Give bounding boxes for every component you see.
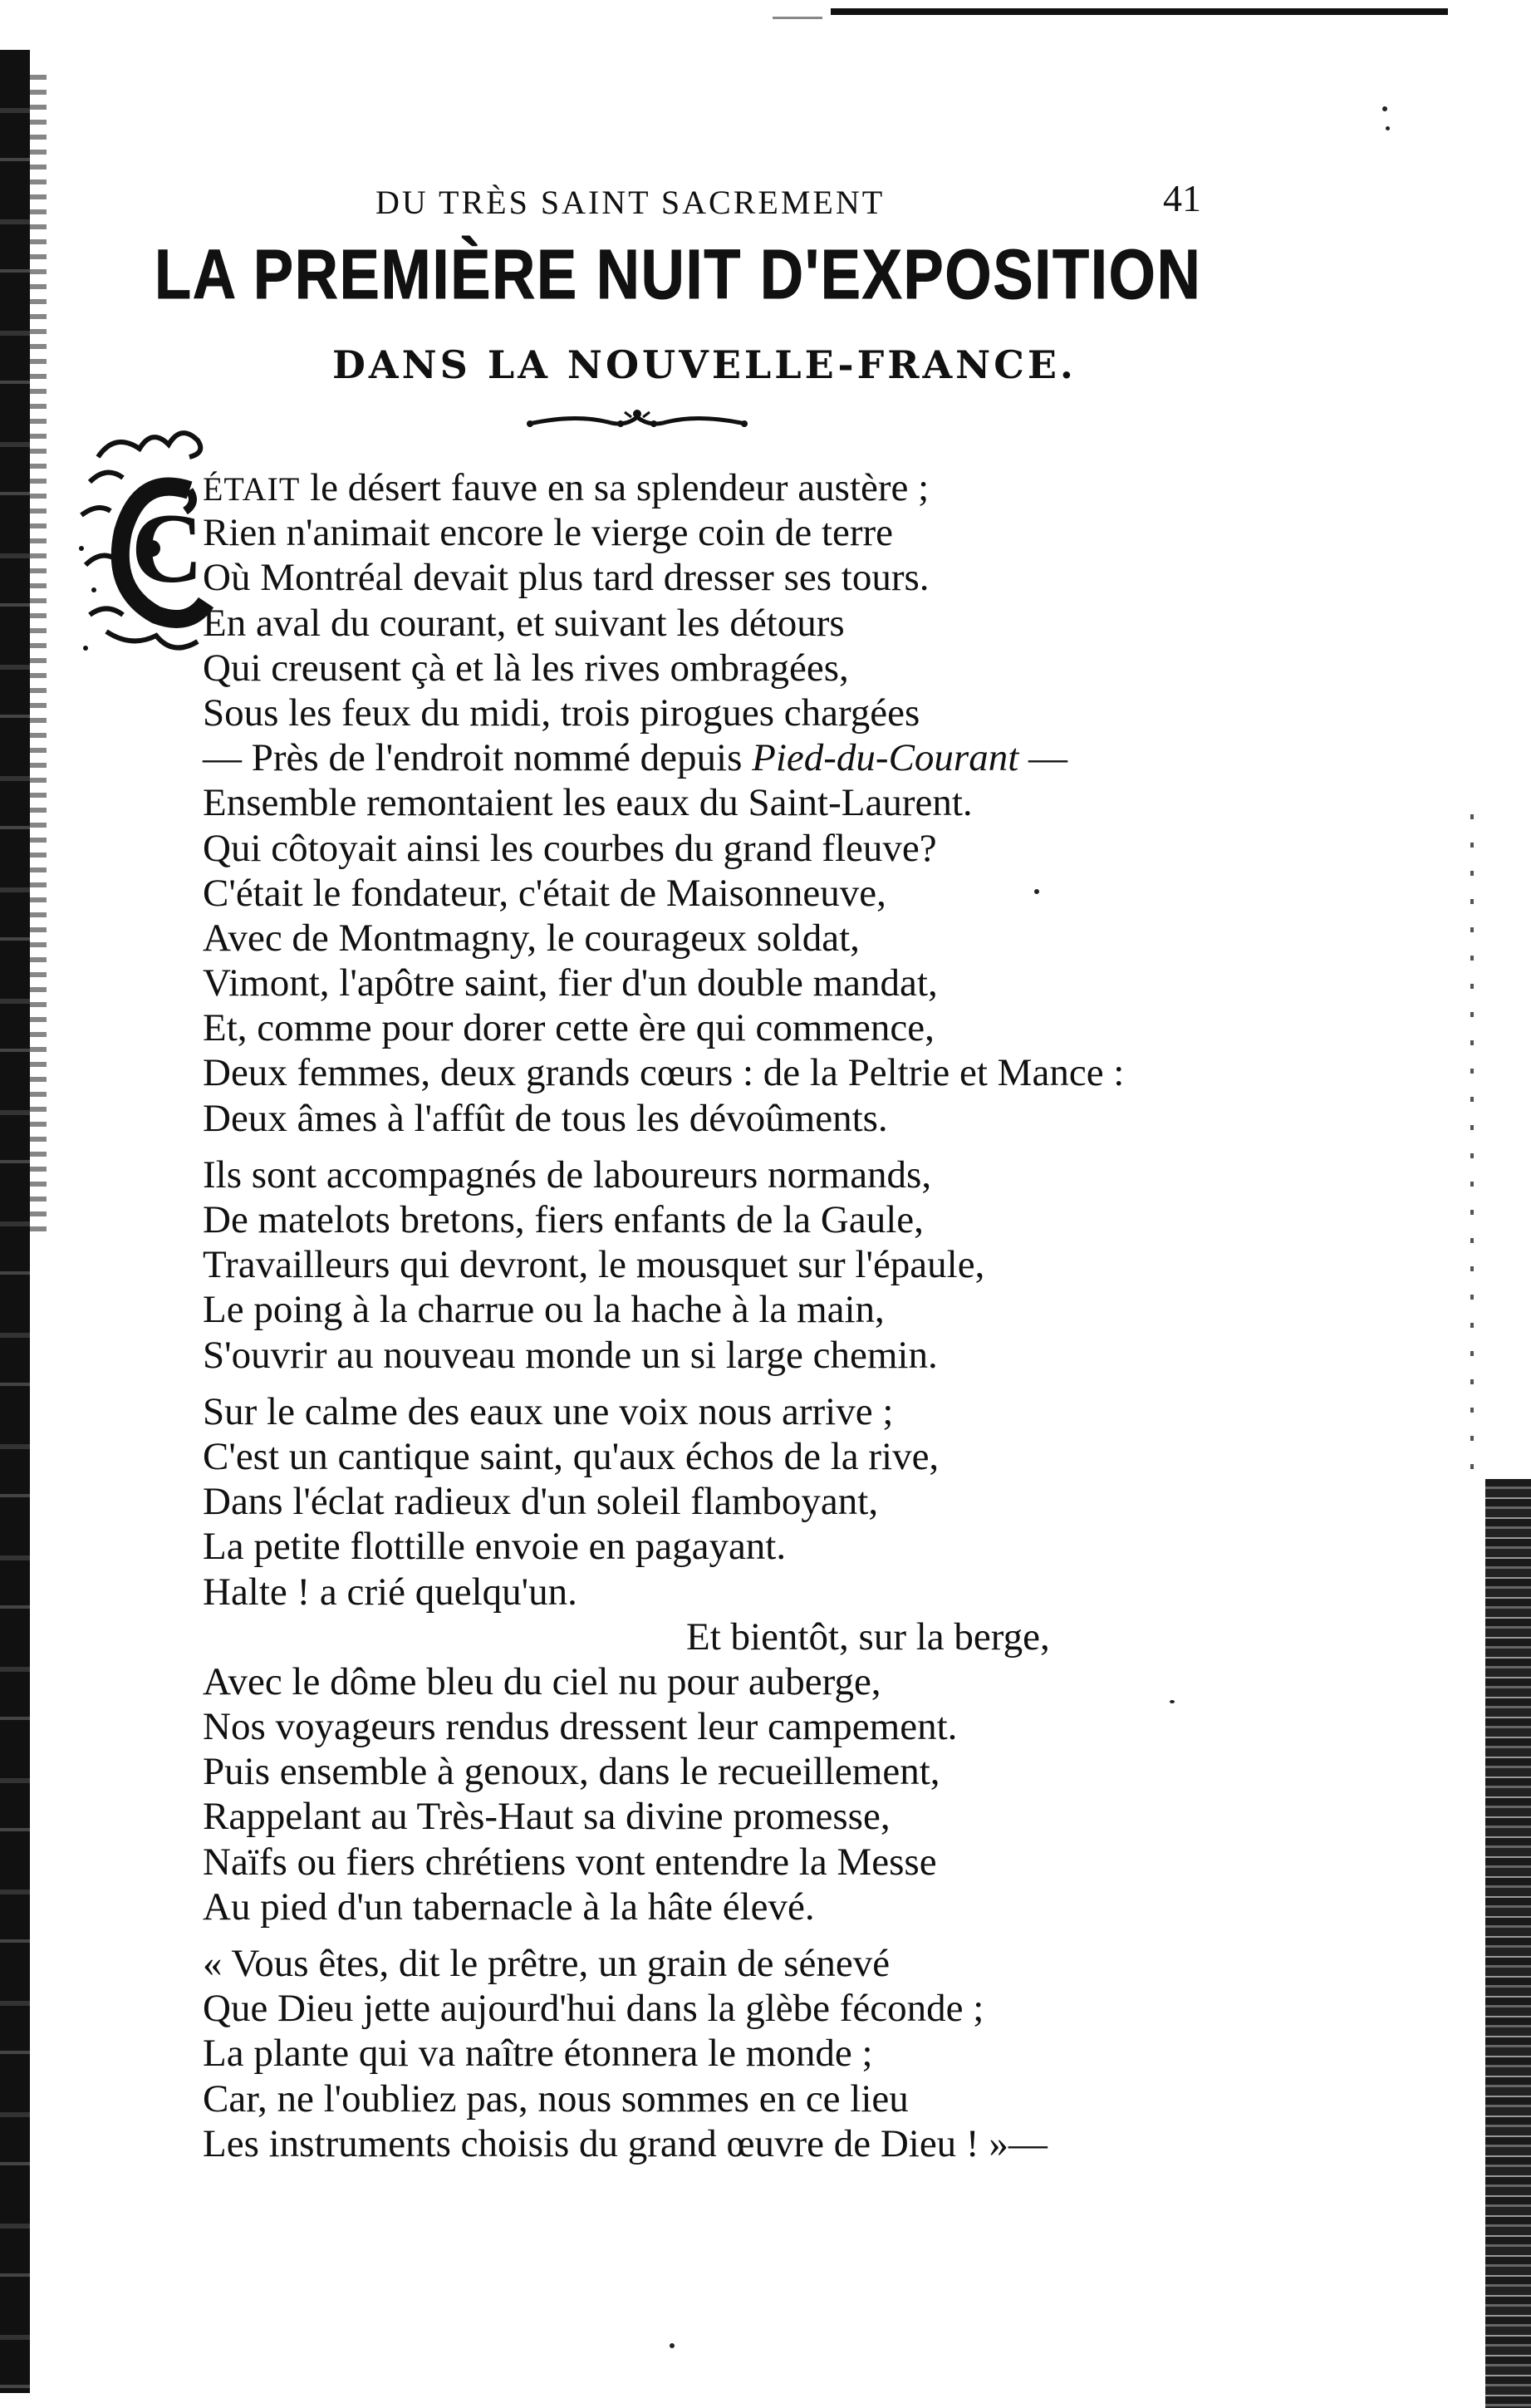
poem-line: Sous les feux du midi, trois pirogues chargées (203, 690, 920, 735)
place-name-italic: Pied-du-Courant (752, 736, 1019, 780)
poem-line: En aval du courant, et suivant les détours (203, 601, 845, 645)
poem-line: Les instruments choisis du grand œuvre de Dieu ! »— (203, 2121, 1048, 2165)
poem-line: La plante qui va naître étonnera le monde ; (203, 2032, 873, 2076)
scan-left-edge-texture (30, 75, 47, 1238)
poem-line: Qui creusent çà et là les rives ombragées, (203, 646, 849, 690)
poem-line: Halte ! a crié quelqu'un. (203, 1570, 577, 1614)
ornamental-dropcap-icon (73, 424, 223, 665)
poem-line: Puis ensemble à genoux, dans le recueillement, (203, 1750, 940, 1794)
poem-line: Rappelant au Très-Haut sa divine promesse, (203, 1795, 891, 1839)
poem-line-italic-place (203, 735, 1283, 780)
poem-line: C'est un cantique saint, qu'aux échos de la rive, (203, 1434, 940, 1478)
poem-line: Que Dieu jette aujourd'hui dans la glèbe féconde ; (203, 1987, 984, 2031)
first-word-smallcaps: ÉTAIT (203, 470, 301, 508)
scan-left-edge-shadow (0, 50, 30, 2393)
poem-line (203, 465, 1283, 510)
stanza (203, 1389, 1283, 1929)
scan-speck (1382, 106, 1387, 111)
poem-line: S'ouvrir au nouveau monde un si large chemin. (203, 1333, 938, 1377)
running-head: DU TRÈS SAINT SACREMENT (375, 184, 886, 221)
scan-top-rule-fragment (773, 17, 822, 19)
poem-line: De matelots bretons, fiers enfants de la Gaule, (203, 1198, 924, 1241)
dropcap-letter: C (131, 493, 204, 603)
stanza (203, 465, 1283, 1141)
stanza (203, 1941, 1283, 2166)
poem-line: Dans l'éclat radieux d'un soleil flamboyant, (203, 1480, 879, 1524)
poem-line: Sur le calme des eaux une voix nous arrive ; (203, 1389, 894, 1433)
poem-line: Avec de Montmagny, le courageux soldat, (203, 916, 860, 960)
scan-speck (670, 2343, 675, 2348)
poem-line: Ensemble remontaient les eaux du Saint-Laurent. (203, 781, 973, 825)
poem-line: C'était le fondateur, c'était de Maisonneuve, (203, 871, 886, 915)
poem-line: Au pied d'un tabernacle à la hâte élevé. (203, 1885, 815, 1929)
poem-subtitle: DANS LA NOUVELLE-FRANCE. (332, 342, 1077, 387)
poem-line: La petite flottille envoie en pagayant. (203, 1525, 787, 1569)
stanza (203, 1152, 1283, 1378)
poem-title: LA PREMIÈRE NUIT D'EXPOSITION (155, 235, 1202, 313)
scan-top-rule (831, 8, 1448, 15)
poem-line: « Vous êtes, dit le prêtre, un grain de sénevé (203, 1942, 891, 1985)
title-ornament (525, 405, 749, 439)
poem-body (203, 465, 1283, 2178)
poem-line-indented: Et bientôt, sur la berge, (686, 1614, 1050, 1659)
poem-line: Avec le dôme bleu du ciel nu pour auberge, (203, 1659, 881, 1703)
poem-line: Car, ne l'oubliez pas, nous sommes en ce lieu (203, 2076, 909, 2121)
poem-line: Naïfs ou fiers chrétiens vont entendre la Messe (203, 1840, 937, 1884)
poem-line: Deux âmes à l'affût de tous les dévoûments. (203, 1096, 888, 1140)
page-number: 41 (1163, 177, 1201, 219)
poem-line: Travailleurs qui devront, le mousquet sur l'épaule, (203, 1243, 985, 1287)
first-line-rest: le désert fauve en sa splendeur austère ; (300, 466, 930, 509)
poem-line: Ils sont accompagnés de laboureurs normands, (203, 1152, 932, 1197)
poem-line: Et, comme pour dorer cette ère qui commence, (203, 1006, 935, 1050)
line-text: — (1018, 736, 1068, 780)
poem-line: Nos voyageurs rendus dressent leur campement. (203, 1705, 958, 1749)
scan-right-edge-dots (1470, 814, 1474, 1479)
scan-speck (1386, 126, 1390, 130)
poem-line: Vimont, l'apôtre saint, fier d'un double mandat, (203, 961, 938, 1005)
poem-line: Le poing à la charrue ou la hache à la main, (203, 1288, 885, 1332)
poem-line: Qui côtoyait ainsi les courbes du grand fleuve? (203, 826, 937, 870)
poem-line: Où Montréal devait plus tard dresser ses tours. (203, 556, 930, 600)
poem-line: Deux femmes, deux grands cœurs : de la Peltrie et Mance : (203, 1051, 1125, 1095)
line-text: — Près de l'endroit nommé depuis (203, 736, 753, 780)
poem-line: Rien n'animait encore le vierge coin de terre (203, 511, 894, 555)
scan-right-edge-shadow (1485, 1479, 1531, 2408)
